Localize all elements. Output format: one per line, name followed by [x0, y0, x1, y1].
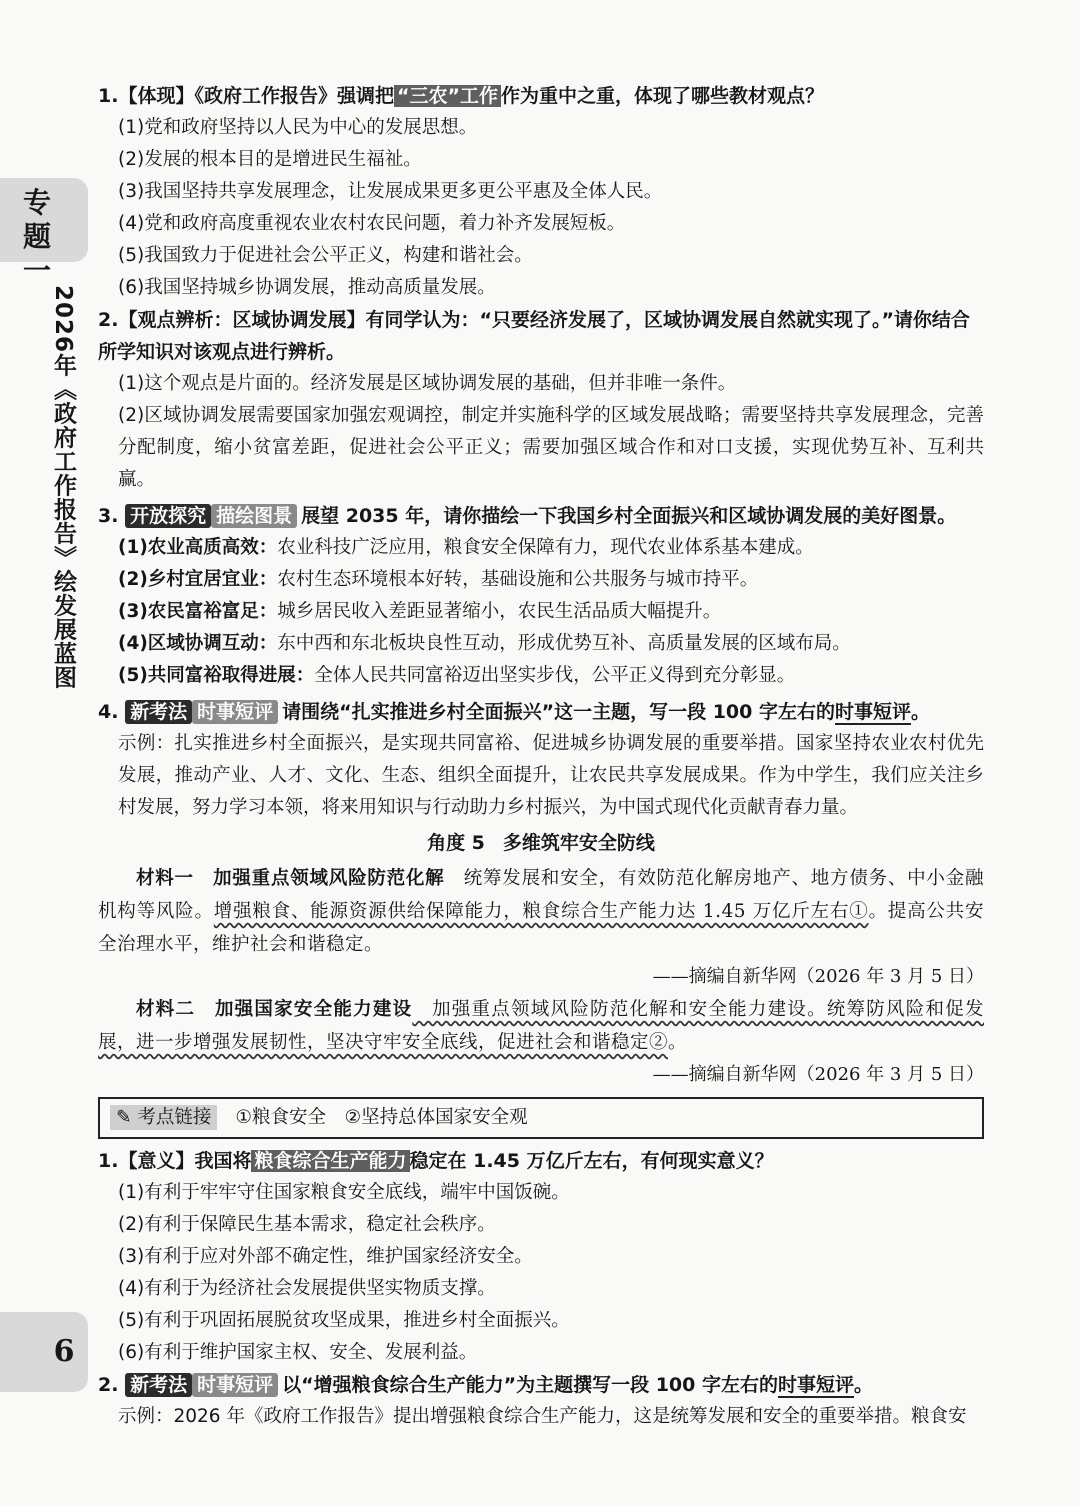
answer-line: (1)农业高质高效：农业科技广泛应用，粮食安全保障有力，现代农业体系基本建成。 — [118, 537, 814, 558]
answer-line: (1)党和政府坚持以人民为中心的发展思想。 — [118, 117, 478, 138]
material-source: ——摘编自新华网（2026 年 3 月 5 日） — [652, 966, 984, 987]
answer-line: (3)农民富裕富足：城乡居民收入差距显著缩小，农民生活品质大幅提升。 — [118, 601, 722, 622]
question-4: 4. 新考法 时事短评 请围绕“扎实推进乡村全面振兴”这一主题，写一段 100 字左右的时事短评。 — [98, 701, 931, 723]
example-paragraph: 示例：2026 年《政府工作报告》提出增强粮食综合生产能力，这是统筹发展和安全的重要举措。粮食安 — [118, 1406, 967, 1427]
material-1: 材料一 加强重点领域风险防范化解 统筹发展和安全，有效防范化解房地产、地方债务、中小金融机构等风险。增强粮食、能源资源供给保障能力，粮食综合生产能力达 1.45 万亿斤左右①。提高公共安全治理水平，维护社会和谐稳定。 — [98, 868, 984, 955]
page-number: 6 — [0, 1312, 88, 1392]
answer-line: (4)有利于为经济社会发展提供坚实物质支撑。 — [118, 1278, 496, 1299]
vertical-chapter-title: 2026年《政府工作报告》绘发展蓝图 — [50, 285, 76, 690]
question-3: 3. 开放探究 描绘图景 展望 2035 年，请你描绘一下我国乡村全面振兴和区域协调发展的美好图景。 — [98, 505, 957, 527]
answer-line: (2)乡村宜居宜业：农村生态环境根本好转，基础设施和公共服务与城市持平。 — [118, 569, 759, 590]
tag-open-explore: 开放探究 — [125, 504, 211, 528]
answer-line: (5)共同富裕取得进展：全体人民共同富裕迈出坚实步伐，公平正义得到充分彰显。 — [118, 665, 796, 686]
material-source: ——摘编自新华网（2026 年 3 月 5 日） — [652, 1064, 984, 1085]
material-2: 材料二 加强国家安全能力建设 加强重点领域风险防范化解和安全能力建设。统筹防风险和促发展，进一步增强发展韧性，坚决守牢安全底线，促进社会和谐稳定②。 — [98, 999, 984, 1053]
tag-new-method: 新考法 — [125, 1373, 192, 1397]
question-5: 1.【意义】我国将 粮食综合生产能力 稳定在 1.45 万亿斤左右，有何现实意义？ — [98, 1150, 774, 1172]
answer-line: (2)有利于保障民生基本需求，稳定社会秩序。 — [118, 1214, 496, 1235]
page-content — [98, 80, 984, 1433]
answer-line: (6)有利于维护国家主权、安全、发展利益。 — [118, 1342, 478, 1363]
answer-line: (5)我国致力于促进社会公平正义，构建和谐社会。 — [118, 245, 533, 266]
answer-line: (6)我国坚持城乡协调发展，推动高质量发展。 — [118, 277, 496, 298]
tag-commentary: 时事短评 — [192, 700, 278, 724]
question-1: 1.【体现】《政府工作报告》强调把 “三农”工作 作为重中之重，体现了哪些教材观点？ — [98, 85, 824, 107]
question-6: 2. 新考法 时事短评 以“增强粮食综合生产能力”为主题撰写一段 100 字左右的时事短评。 — [98, 1374, 874, 1396]
example-paragraph: 示例：扎实推进乡村全面振兴，是实现共同富裕、促进城乡协调发展的重要举措。国家坚持农业农村优先发展，推动产业、人才、文化、生态、组织全面提升，让农民共享发展成果。作为中学生，我们应关注乡村发展，努力学习本领，将来用知识与行动助力乡村振兴，为中国式现代化贡献青春力量。 — [118, 733, 984, 818]
answer-line: (4)区域协调互动：东中西和东北板块良性互动，形成优势互补、高质量发展的区域布局。 — [118, 633, 851, 654]
answer-line: (3)我国坚持共享发展理念，让发展成果更多更公平惠及全体人民。 — [118, 181, 663, 202]
answer-line: (5)有利于巩固拓展脱贫攻坚成果，推进乡村全面振兴。 — [118, 1310, 570, 1331]
exam-points-label: ✎ 考点链接 — [110, 1105, 217, 1130]
tag-new-method: 新考法 — [125, 700, 192, 724]
answer-paragraph: (2)区域协调发展需要国家加强宏观调控，制定并实施科学的区域发展战略；需要坚持共享发展理念，完善分配制度，缩小贫富差距，促进社会公平正义；需要加强区域合作和对口支援，实现优势互补、互利共赢。 — [118, 405, 984, 490]
highlight: 粮食综合生产能力 — [251, 1150, 409, 1172]
chapter-tab: 专题一 — [0, 178, 88, 262]
answer-line: (3)有利于应对外部不确定性，维护国家经济安全。 — [118, 1246, 533, 1267]
answer-line: (4)党和政府高度重视农业农村农民问题，着力补齐发展短板。 — [118, 213, 626, 234]
answer-line: (1)这个观点是片面的。经济发展是区域协调发展的基础，但并非唯一条件。 — [118, 373, 737, 394]
answer-line: (1)有利于牢牢守住国家粮食安全底线，端牢中国饭碗。 — [118, 1182, 570, 1203]
exam-points-box: ✎ 考点链接 ①粮食安全 ②坚持总体国家安全观 — [98, 1097, 984, 1139]
answer-line: (2)发展的根本目的是增进民生福祉。 — [118, 149, 422, 170]
highlight: “三农”工作 — [394, 85, 501, 107]
section-heading: 角度 5 多维筑牢安全防线 — [427, 832, 655, 854]
tag-draw-scene: 描绘图景 — [211, 504, 297, 528]
question-2: 2.【观点辨析：区域协调发展】有同学认为：“只要经济发展了，区域协调发展自然就实现了。”请你结合所学知识对该观点进行辨析。 — [98, 309, 970, 363]
pencil-icon: ✎ — [116, 1107, 132, 1128]
tag-commentary: 时事短评 — [192, 1373, 278, 1397]
